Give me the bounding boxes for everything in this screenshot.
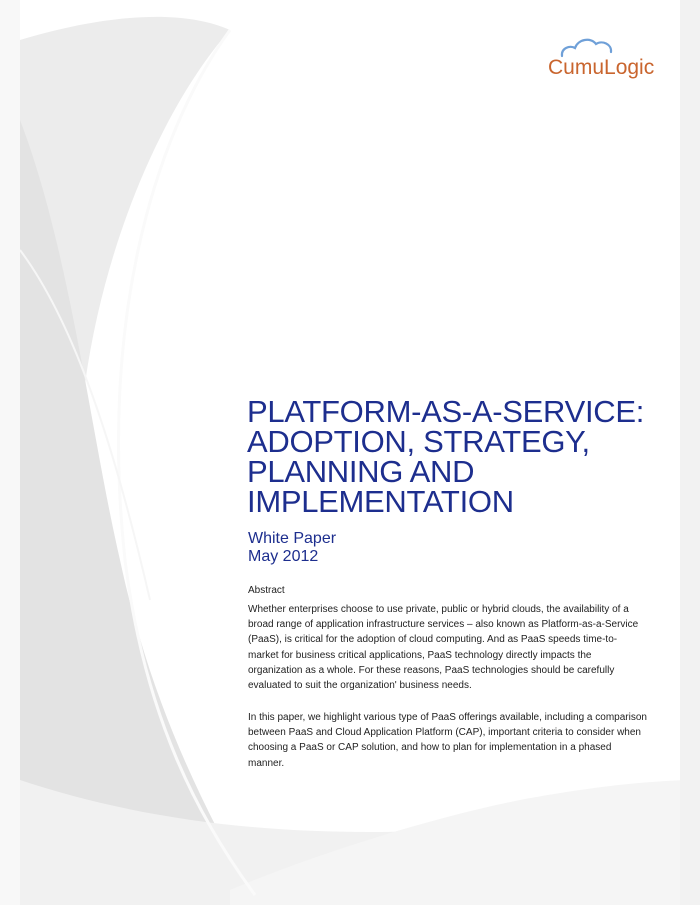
text-line: between PaaS and Cloud Application Platform (CAP), important criteria to consider when	[248, 727, 641, 739]
title-line: PLATFORM-AS-A-SERVICE:	[247, 394, 645, 429]
text-line: evaluated to suit the organization' business needs.	[248, 680, 472, 692]
cumulogic-logo	[548, 36, 660, 84]
text-line: broad range of application infrastructure services – also known as Platform-as-a-Service	[248, 619, 639, 631]
text-line: manner.	[248, 757, 285, 769]
text-line: choosing a PaaS or CAP solution, and how to plan for implementation in a phased	[248, 742, 612, 754]
text-line: Whether enterprises choose to use private, public or hybrid clouds, the availability of a	[248, 604, 629, 615]
document-type: White Paper	[248, 530, 337, 547]
document-subtitle	[248, 530, 336, 566]
text-line: In this paper, we highlight various type of PaaS offerings available, including a comparison	[248, 712, 647, 723]
publication-date: May 2012	[248, 548, 319, 565]
title-line: PLANNING AND	[247, 454, 475, 489]
title-line: IMPLEMENTATION	[247, 484, 514, 519]
abstract-heading: Abstract	[248, 585, 285, 596]
text-line: market for business critical applications, PaaS technology directly impacts the	[248, 649, 592, 661]
document-title	[247, 394, 667, 519]
abstract-paragraph-1	[248, 602, 668, 693]
logo-wordmark: CumuLogic	[548, 56, 655, 79]
text-line: organization as a whole. For these reasons, PaaS technologies should be carefully	[248, 664, 615, 676]
cloud-icon	[558, 36, 618, 58]
text-line: (PaaS), is critical for the adoption of cloud computing. And as PaaS speeds time-to-	[248, 634, 618, 646]
title-line: ADOPTION, STRATEGY,	[247, 424, 590, 459]
abstract-paragraph-2	[248, 710, 668, 771]
